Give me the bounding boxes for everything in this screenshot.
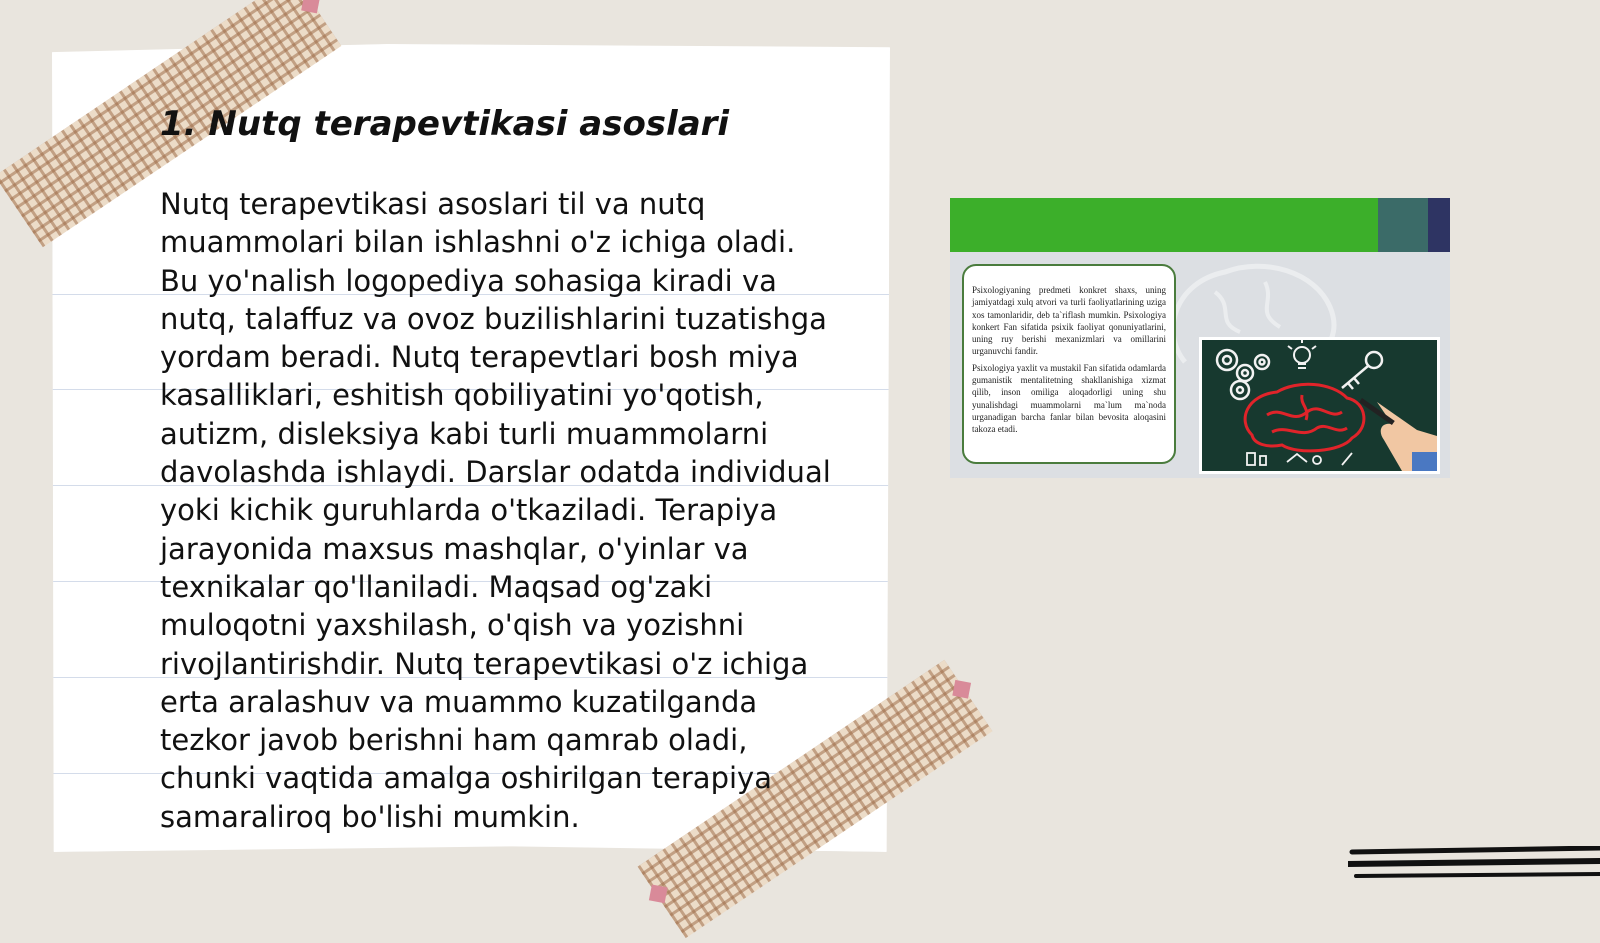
- brain-icon: [1245, 384, 1364, 451]
- tape-corner: [649, 884, 668, 903]
- thumbnail-text-box: [962, 264, 1176, 464]
- key-icon: [1342, 352, 1382, 389]
- slide-body-text: Nutq terapevtikasi asoslari til va nutq muammolari bilan ishlashni o'z ichiga oladi. Bu yo'nalish logopediya sohasiga kiradi va nutq, talaffuz va ovoz buzilishlarini tuzatishga yordam beradi. Nutq terapevtlari bosh miya kasalliklari, eshitish qobiliyatini yo'qotish, autizm, disleksiya kabi turli muammolarni davolashda ishlaydi. Darslar odatda individual yoki kichik guruhlarda o'tkaziladi. Terapiya jarayonida maxsus mashqlar, o'yinlar va texnikalar qo'llaniladi. Maqsad og'zaki muloqotni yaxshilash, o'qish va yozishni rivojlantirishdir. Nutq terapevtikasi o'z ichiga erta aralashuv va muammo kuzatilganda tezkor javob berishni ham qamrab oladi, chunki vaqtida amalga oshirilgan terapiya samaraliroq bo'lishi mumkin.: [160, 187, 831, 834]
- thumbnail-paragraph: Psixologiyaning predmeti konkret shaxs, uning jamiyatdagi xulq atvori va turli faoliyatlarining uziga xos tamonlaridir, deb ta`riflash mumkin. Psixologiya konkert Fan sifatida psixik faoliyat qonuniyatlarini, uning ruy berishi mexanizmlari va omillarini urganuvchi fandir.: [972, 285, 1166, 357]
- chalkboard-brain-illustration: [1199, 337, 1440, 474]
- lightbulb-icon: [1288, 340, 1316, 368]
- tape-corner: [952, 680, 971, 699]
- gears-icon: [1217, 350, 1269, 399]
- slide-thumbnail-image: [950, 198, 1450, 478]
- thumbnail-header-bar: [950, 198, 1450, 252]
- hand-icon: [1359, 398, 1437, 471]
- slide-title: 1. Nutq terapevtikasi asoslari: [160, 104, 730, 144]
- thumbnail-header-accent: [1428, 198, 1450, 252]
- thumbnail-header-accent: [1378, 198, 1428, 252]
- doodle-icons: [1247, 453, 1352, 465]
- thumbnail-paragraph: Psixologiya yaxlit va mustakil Fan sifatida odamlarda gumanistik mentalitetning shakllanishiga xizmat qilib, inson omiliga aloqadorligi uning shu yunalishdagi muammolarni ma`lum ma`noda urganadigan barcha fanlar bilan bevosita aloqasini takoza etadi.: [972, 362, 1166, 435]
- decorative-brush-lines: [1348, 846, 1600, 886]
